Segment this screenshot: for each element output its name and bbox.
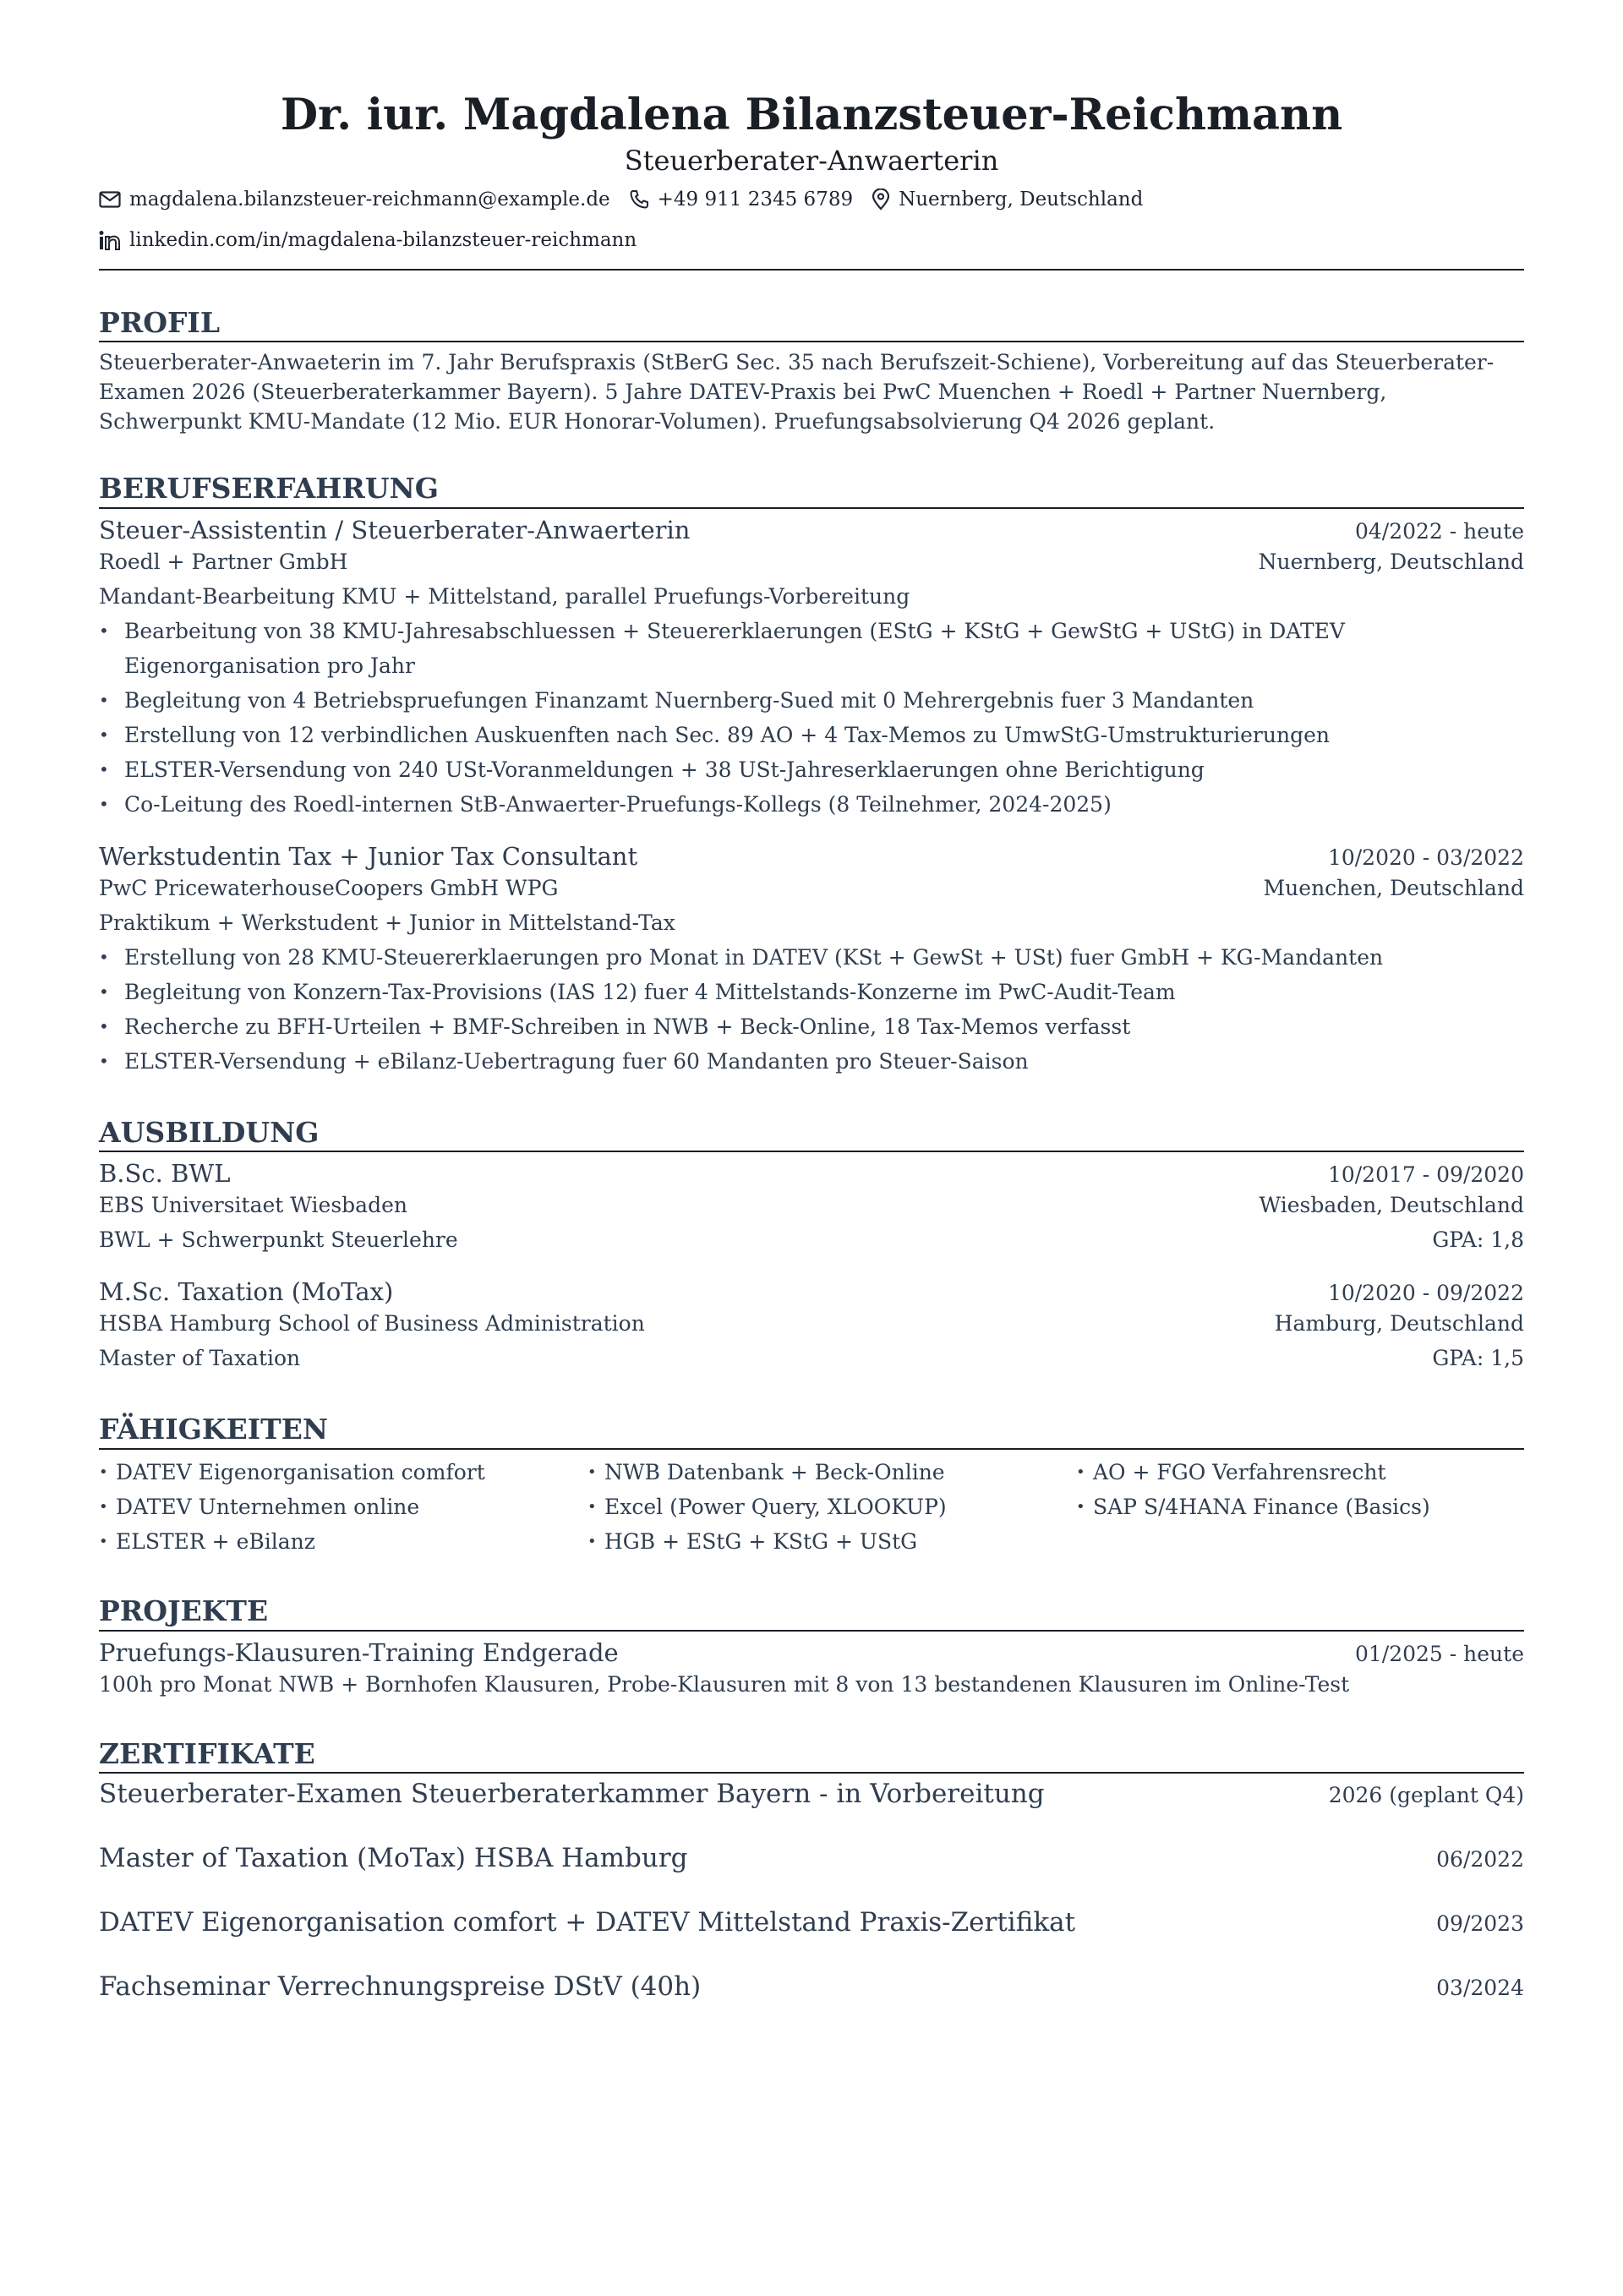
job-bullets bbox=[99, 614, 1524, 822]
degree-title: B.Sc. BWL bbox=[99, 1159, 231, 1189]
skills-column bbox=[99, 1455, 587, 1559]
skill-item: • Excel (Power Query, XLOOKUP) bbox=[587, 1490, 1076, 1524]
project-title: Pruefungs-Klausuren-Training Endgerade bbox=[99, 1637, 619, 1667]
certificate-date: 06/2022 bbox=[1436, 1847, 1524, 1872]
candidate-role: Steuerberater-Anwaerterin bbox=[624, 145, 999, 178]
job-bullet: • Bearbeitung von 38 KMU-Jahresabschluessen + Steuererklaerungen (EStG + KStG + GewStG + UStG) in DATEV Eigenorganisation pro Jahr bbox=[99, 614, 1524, 683]
phone-icon bbox=[629, 189, 649, 210]
experience-entry bbox=[99, 842, 1524, 1079]
job-bullet: • Recherche zu BFH-Urteilen + BMF-Schreiben in NWB + Beck-Online, 18 Tax-Memos verfasst bbox=[99, 1009, 1524, 1044]
section-title-projects: PROJEKTE bbox=[99, 1594, 1524, 1632]
phone-contact[interactable] bbox=[629, 189, 853, 210]
resume-header bbox=[99, 90, 1524, 271]
degree-date: 10/2020 - 09/2022 bbox=[1327, 1281, 1524, 1306]
degree-gpa: GPA: 1,8 bbox=[1432, 1227, 1524, 1253]
section-title-profile: PROFIL bbox=[99, 306, 1524, 343]
job-company: Roedl + Partner GmbH bbox=[99, 549, 348, 574]
degree-focus: Master of Taxation bbox=[99, 1346, 301, 1371]
degree-focus: BWL + Schwerpunkt Steuerlehre bbox=[99, 1227, 458, 1253]
contact-line-2 bbox=[99, 227, 1524, 254]
project-entry bbox=[99, 1638, 1524, 1702]
education-section bbox=[99, 1116, 1524, 1376]
job-bullets bbox=[99, 940, 1524, 1079]
certificate-row bbox=[99, 1779, 1524, 1843]
certificates-section bbox=[99, 1737, 1524, 2036]
linkedin-text: linkedin.com/in/magdalena-bilanzsteuer-reichmann bbox=[129, 228, 637, 251]
certificate-title: Steuerberater-Examen Steuerberaterkammer Bayern - in Vorbereitung bbox=[99, 1779, 1045, 1810]
skills-column bbox=[1076, 1455, 1524, 1559]
experience-entry bbox=[99, 516, 1524, 822]
skill-item: • DATEV Unternehmen online bbox=[99, 1490, 587, 1524]
job-bullet: • Erstellung von 28 KMU-Steuererklaerungen pro Monat in DATEV (KSt + GewSt + USt) fuer GmbH + KG-Mandanten bbox=[99, 940, 1524, 975]
certificate-title: Fachseminar Verrechnungspreise DStV (40h) bbox=[99, 1971, 702, 2003]
skills-section bbox=[99, 1413, 1524, 1559]
skill-item: • HGB + EStG + KStG + UStG bbox=[587, 1524, 1076, 1559]
job-location: Nuernberg, Deutschland bbox=[1258, 549, 1524, 574]
job-date: 10/2020 - 03/2022 bbox=[1327, 845, 1524, 870]
degree-date: 10/2017 - 09/2020 bbox=[1327, 1162, 1524, 1188]
skill-item: • AO + FGO Verfahrensrecht bbox=[1076, 1455, 1524, 1490]
phone-text: +49 911 2345 6789 bbox=[657, 188, 854, 210]
degree-gpa: GPA: 1,5 bbox=[1432, 1346, 1524, 1371]
skills-grid bbox=[99, 1455, 1524, 1559]
location-text: Nuernberg, Deutschland bbox=[899, 188, 1144, 210]
school-name: HSBA Hamburg School of Business Administration bbox=[99, 1311, 645, 1337]
skill-item: • NWB Datenbank + Beck-Online bbox=[587, 1455, 1076, 1490]
job-bullet: • ELSTER-Versendung von 240 USt-Voranmeldungen + 38 USt-Jahreserklaerungen ohne Berichtigung bbox=[99, 752, 1524, 787]
skills-column bbox=[587, 1455, 1076, 1559]
project-date: 01/2025 - heute bbox=[1354, 1641, 1524, 1666]
mail-icon bbox=[99, 191, 121, 208]
contact-line-1 bbox=[99, 186, 1524, 213]
header-divider bbox=[99, 269, 1524, 271]
section-title-education: AUSBILDUNG bbox=[99, 1116, 1524, 1153]
school-location: Hamburg, Deutschland bbox=[1274, 1311, 1524, 1337]
certificate-title: DATEV Eigenorganisation comfort + DATEV Mittelstand Praxis-Zertifikat bbox=[99, 1907, 1076, 1938]
certificate-date: 09/2023 bbox=[1436, 1911, 1524, 1937]
certificates-list bbox=[99, 1779, 1524, 2036]
skill-item: • ELSTER + eBilanz bbox=[99, 1524, 587, 1559]
map-pin-icon bbox=[872, 189, 890, 210]
certificate-row bbox=[99, 1907, 1524, 1971]
certificate-date: 2026 (geplant Q4) bbox=[1328, 1783, 1524, 1808]
job-bullet: • ELSTER-Versendung + eBilanz-Uebertragung fuer 60 Mandanten pro Steuer-Saison bbox=[99, 1044, 1524, 1079]
experience-section bbox=[99, 472, 1524, 1079]
skill-item: • DATEV Eigenorganisation comfort bbox=[99, 1455, 587, 1490]
job-bullet: • Co-Leitung des Roedl-internen StB-Anwaerter-Pruefungs-Kollegs (8 Teilnehmer, 2024-2025) bbox=[99, 787, 1524, 822]
projects-section bbox=[99, 1594, 1524, 1702]
profile-text: Steuerberater-Anwaeterin im 7. Jahr Berufspraxis (StBerG Sec. 35 nach Berufszeit-Schiene), Vorbereitung auf das Steuerberater-Examen 2026 (Steuerberaterkammer Bayern). 5 Jahre DATEV-Praxis bei PwC Muenchen + Roedl + Partner Nuernberg, Schwerpunkt KMU-Mandate (12 Mio. EUR Honorar-Volumen). Pruefungsabsolvierung Q4 2026 geplant. bbox=[99, 350, 1495, 435]
section-title-skills: FÄHIGKEITEN bbox=[99, 1413, 1524, 1450]
education-entry bbox=[99, 1159, 1524, 1257]
job-title: Werkstudentin Tax + Junior Tax Consultant bbox=[99, 841, 638, 871]
school-location: Wiesbaden, Deutschland bbox=[1259, 1193, 1524, 1218]
project-description: 100h pro Monat NWB + Bornhofen Klausuren, Probe-Klausuren mit 8 von 13 bestandenen Klausuren im Online-Test bbox=[99, 1671, 1350, 1697]
certificate-row bbox=[99, 1971, 1524, 2036]
job-bullet: • Begleitung von 4 Betriebspruefungen Finanzamt Nuernberg-Sued mit 0 Mehrergebnis fuer 3 Mandanten bbox=[99, 683, 1524, 718]
job-bullet: • Begleitung von Konzern-Tax-Provisions (IAS 12) fuer 4 Mittelstands-Konzerne im PwC-Audit-Team bbox=[99, 975, 1524, 1009]
school-name: EBS Universitaet Wiesbaden bbox=[99, 1193, 407, 1218]
job-date: 04/2022 - heute bbox=[1354, 518, 1524, 544]
education-entry bbox=[99, 1277, 1524, 1375]
profile-section bbox=[99, 306, 1524, 437]
email-contact[interactable] bbox=[99, 189, 610, 210]
skill-item: • SAP S/4HANA Finance (Basics) bbox=[1076, 1490, 1524, 1524]
job-bullet: • Erstellung von 12 verbindlichen Auskuenften nach Sec. 89 AO + 4 Tax-Memos zu UmwStG-Umstrukturierungen bbox=[99, 718, 1524, 752]
linkedin-contact[interactable] bbox=[99, 229, 637, 251]
job-summary: Praktikum + Werkstudent + Junior in Mittelstand-Tax bbox=[99, 910, 675, 935]
job-summary: Mandant-Bearbeitung KMU + Mittelstand, parallel Pruefungs-Vorbereitung bbox=[99, 583, 910, 609]
certificate-date: 03/2024 bbox=[1436, 1976, 1524, 2001]
certificate-row bbox=[99, 1843, 1524, 1907]
location-contact bbox=[872, 189, 1143, 210]
job-title: Steuer-Assistentin / Steuerberater-Anwaerterin bbox=[99, 515, 691, 544]
email-text: magdalena.bilanzsteuer-reichmann@example.de bbox=[129, 188, 610, 210]
job-location: Muenchen, Deutschland bbox=[1263, 875, 1524, 900]
section-title-experience: BERUFSERFAHRUNG bbox=[99, 472, 1524, 509]
degree-title: M.Sc. Taxation (MoTax) bbox=[99, 1277, 394, 1307]
job-company: PwC PricewaterhouseCoopers GmbH WPG bbox=[99, 875, 559, 900]
section-title-certificates: ZERTIFIKATE bbox=[99, 1737, 1524, 1774]
candidate-name: Dr. iur. Magdalena Bilanzsteuer-Reichmann bbox=[280, 90, 1343, 140]
certificate-title: Master of Taxation (MoTax) HSBA Hamburg bbox=[99, 1843, 688, 1874]
linkedin-icon bbox=[99, 230, 121, 250]
